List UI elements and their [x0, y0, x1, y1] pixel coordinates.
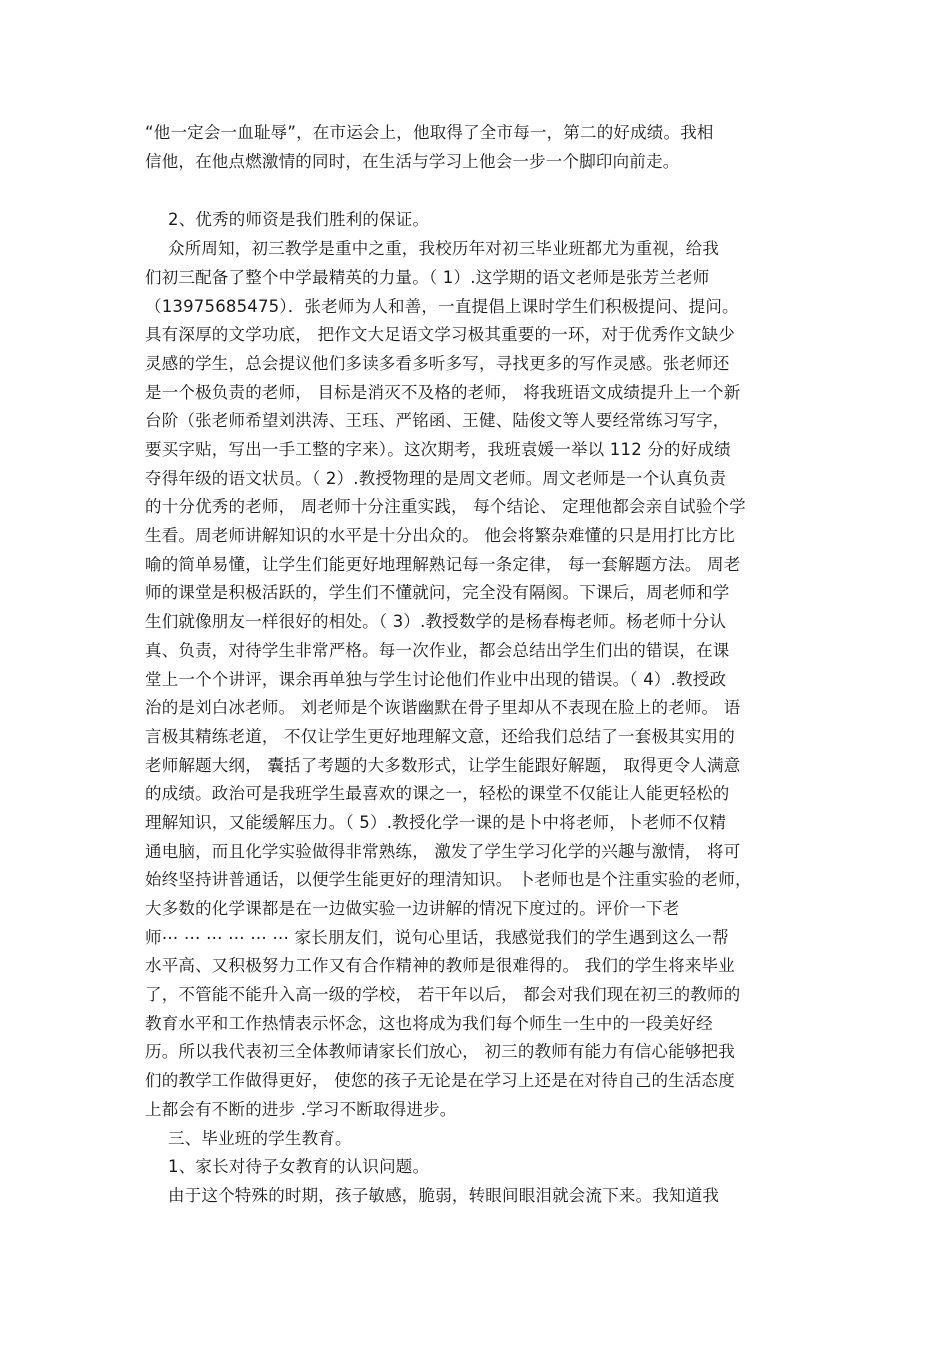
text-line: 了，不管能不能升入高一级的学校， 若干年以后， 都会对我们现在初三的教师的 — [145, 985, 741, 1004]
text-line: 具有深厚的文学功底， 把作文大足语文学习极其重要的一环，对于优秀作文缺少 — [145, 325, 735, 344]
text-line: 生们就像朋友一样很好的相处。（ 3）.教授数学的是杨春梅老师。杨老师十分认 — [145, 612, 727, 631]
text-line: 水平高、又积极努力工作又有合作精神的教师是很难得的。 我们的学生将来毕业 — [145, 956, 735, 975]
text-line: 们的教学工作做得更好， 使您的孩子无论是在学习上还是在对待自己的生活态度 — [145, 1071, 735, 1090]
text-line: 大多数的化学课都是在一边做实验一边讲解的情况下度过的。评价一下老 — [145, 899, 680, 918]
text-line: 夺得年级的语文状员。（ 2）.教授物理的是周文老师。周文老师是一个认真负责 — [145, 469, 727, 488]
text-line: 通电脑，而且化学实验做得非常熟练， 激发了学生学习化学的兴趣与激情， 将可 — [145, 842, 741, 861]
text-line: 们初三配备了整个中学最精英的力量。（ 1）.这学期的语文老师是张芳兰老师 — [145, 268, 710, 287]
text-line: 师⋯ ⋯ ⋯ ⋯ ⋯ ⋯ 家长朋友们，说句心里话，我感觉我们的学生遇到这么一帮 — [145, 928, 729, 947]
text-line: 众所周知，初三教学是重中之重，我校历年对初三毕业班都尤为重视，给我 — [168, 239, 720, 258]
text-line: 灵感的学生，总会提议他们多读多看多听多写，寻找更多的写作灵感。张老师还 — [145, 354, 730, 373]
section-heading: 三、毕业班的学生教育。 — [168, 1129, 352, 1148]
section-heading: 2、优秀的师资是我们胜利的保证。 — [168, 210, 430, 229]
text-line: 言极其精练老道， 不仅让学生更好地理解文意，还给我们总结了一套极其实用的 — [145, 727, 735, 746]
text-line: 要买字贴，写出一手工整的字来）。这次期考，我班袁媛一举以 112 分的好成绩 — [145, 440, 731, 459]
text-line: 治的是刘白冰老师。 刘老师是个诙谐幽默在骨子里却从不表现在脸上的老师。 语 — [145, 698, 741, 717]
text-line: 台阶（张老师希望刘洪涛、王珏、严铭函、王健、陆俊文等人要经常练习写字， — [145, 411, 730, 430]
text-line: 信他，在他点燃激情的同时，在生活与学习上他会一步一个脚印向前走。 — [145, 152, 680, 171]
text-line: 始终坚持讲普通话，以便学生能更好的理清知识。 卜老师也是个注重实验的老师， — [145, 870, 752, 889]
text-line: 理解知识，又能缓解压力。（ 5）.教授化学一课的是卜中将老师，卜老师不仅精 — [145, 813, 727, 832]
text-line: 的成绩。政治可是我班学生最喜欢的课之一，轻松的课堂不仅能让人能更轻松的 — [145, 784, 730, 803]
text-line: 教育水平和工作热情表示怀念，这也将成为我们每个师生一生中的一段美好经 — [145, 1014, 713, 1033]
text-line: 堂上一个个讲评，课余再单独与学生讨论他们作业中出现的错误。（ 4）.教授政 — [145, 670, 727, 689]
text-line: 生看。周老师讲解知识的水平是十分出众的。 他会将繁杂难懂的只是用打比方比 — [145, 526, 735, 545]
text-line: 喻的简单易懂，让学生们能更好地理解熟记每一条定律， 每一套解题方法。 周老 — [145, 555, 741, 574]
text-line: 真、负责，对待学生非常严格。每一次作业，都会总结出学生们出的错误，在课 — [145, 641, 730, 660]
text-line: 是一个极负责的老师， 目标是消灭不及格的老师， 将我班语文成绩提升上一个新 — [145, 383, 741, 402]
subsection-heading: 1、家长对待子女教育的认识问题。 — [168, 1157, 430, 1176]
text-line: （13975685475）．张老师为人和善，一直提倡上课时学生们积极提问、提问。 — [145, 297, 739, 316]
text-line: 师的课堂是积极活跃的，学生们不懂就问，完全没有隔阂。下课后，周老师和学 — [145, 583, 730, 602]
text-line: 由于这个特殊的时期，孩子敏感，脆弱，转眼间眼泪就会流下来。我知道我 — [168, 1186, 720, 1205]
text-line: 上都会有不断的进步 .学习不断取得进步。 — [145, 1100, 457, 1119]
text-line: 老师解题大纲， 囊括了考题的大多数形式，让学生能跟好解题， 取得更令人满意 — [145, 756, 741, 775]
text-line: “他一定会一血耻辱”，在市运会上，他取得了全市每一，第二的好成绩。我相 — [145, 123, 714, 142]
text-line: 的十分优秀的老师， 周老师十分注重实践， 每个结论、 定理他都会亲自试验个学 — [145, 497, 746, 516]
text-line: 历。所以我代表初三全体教师请家长们放心， 初三的教师有能力有信心能够把我 — [145, 1042, 735, 1061]
